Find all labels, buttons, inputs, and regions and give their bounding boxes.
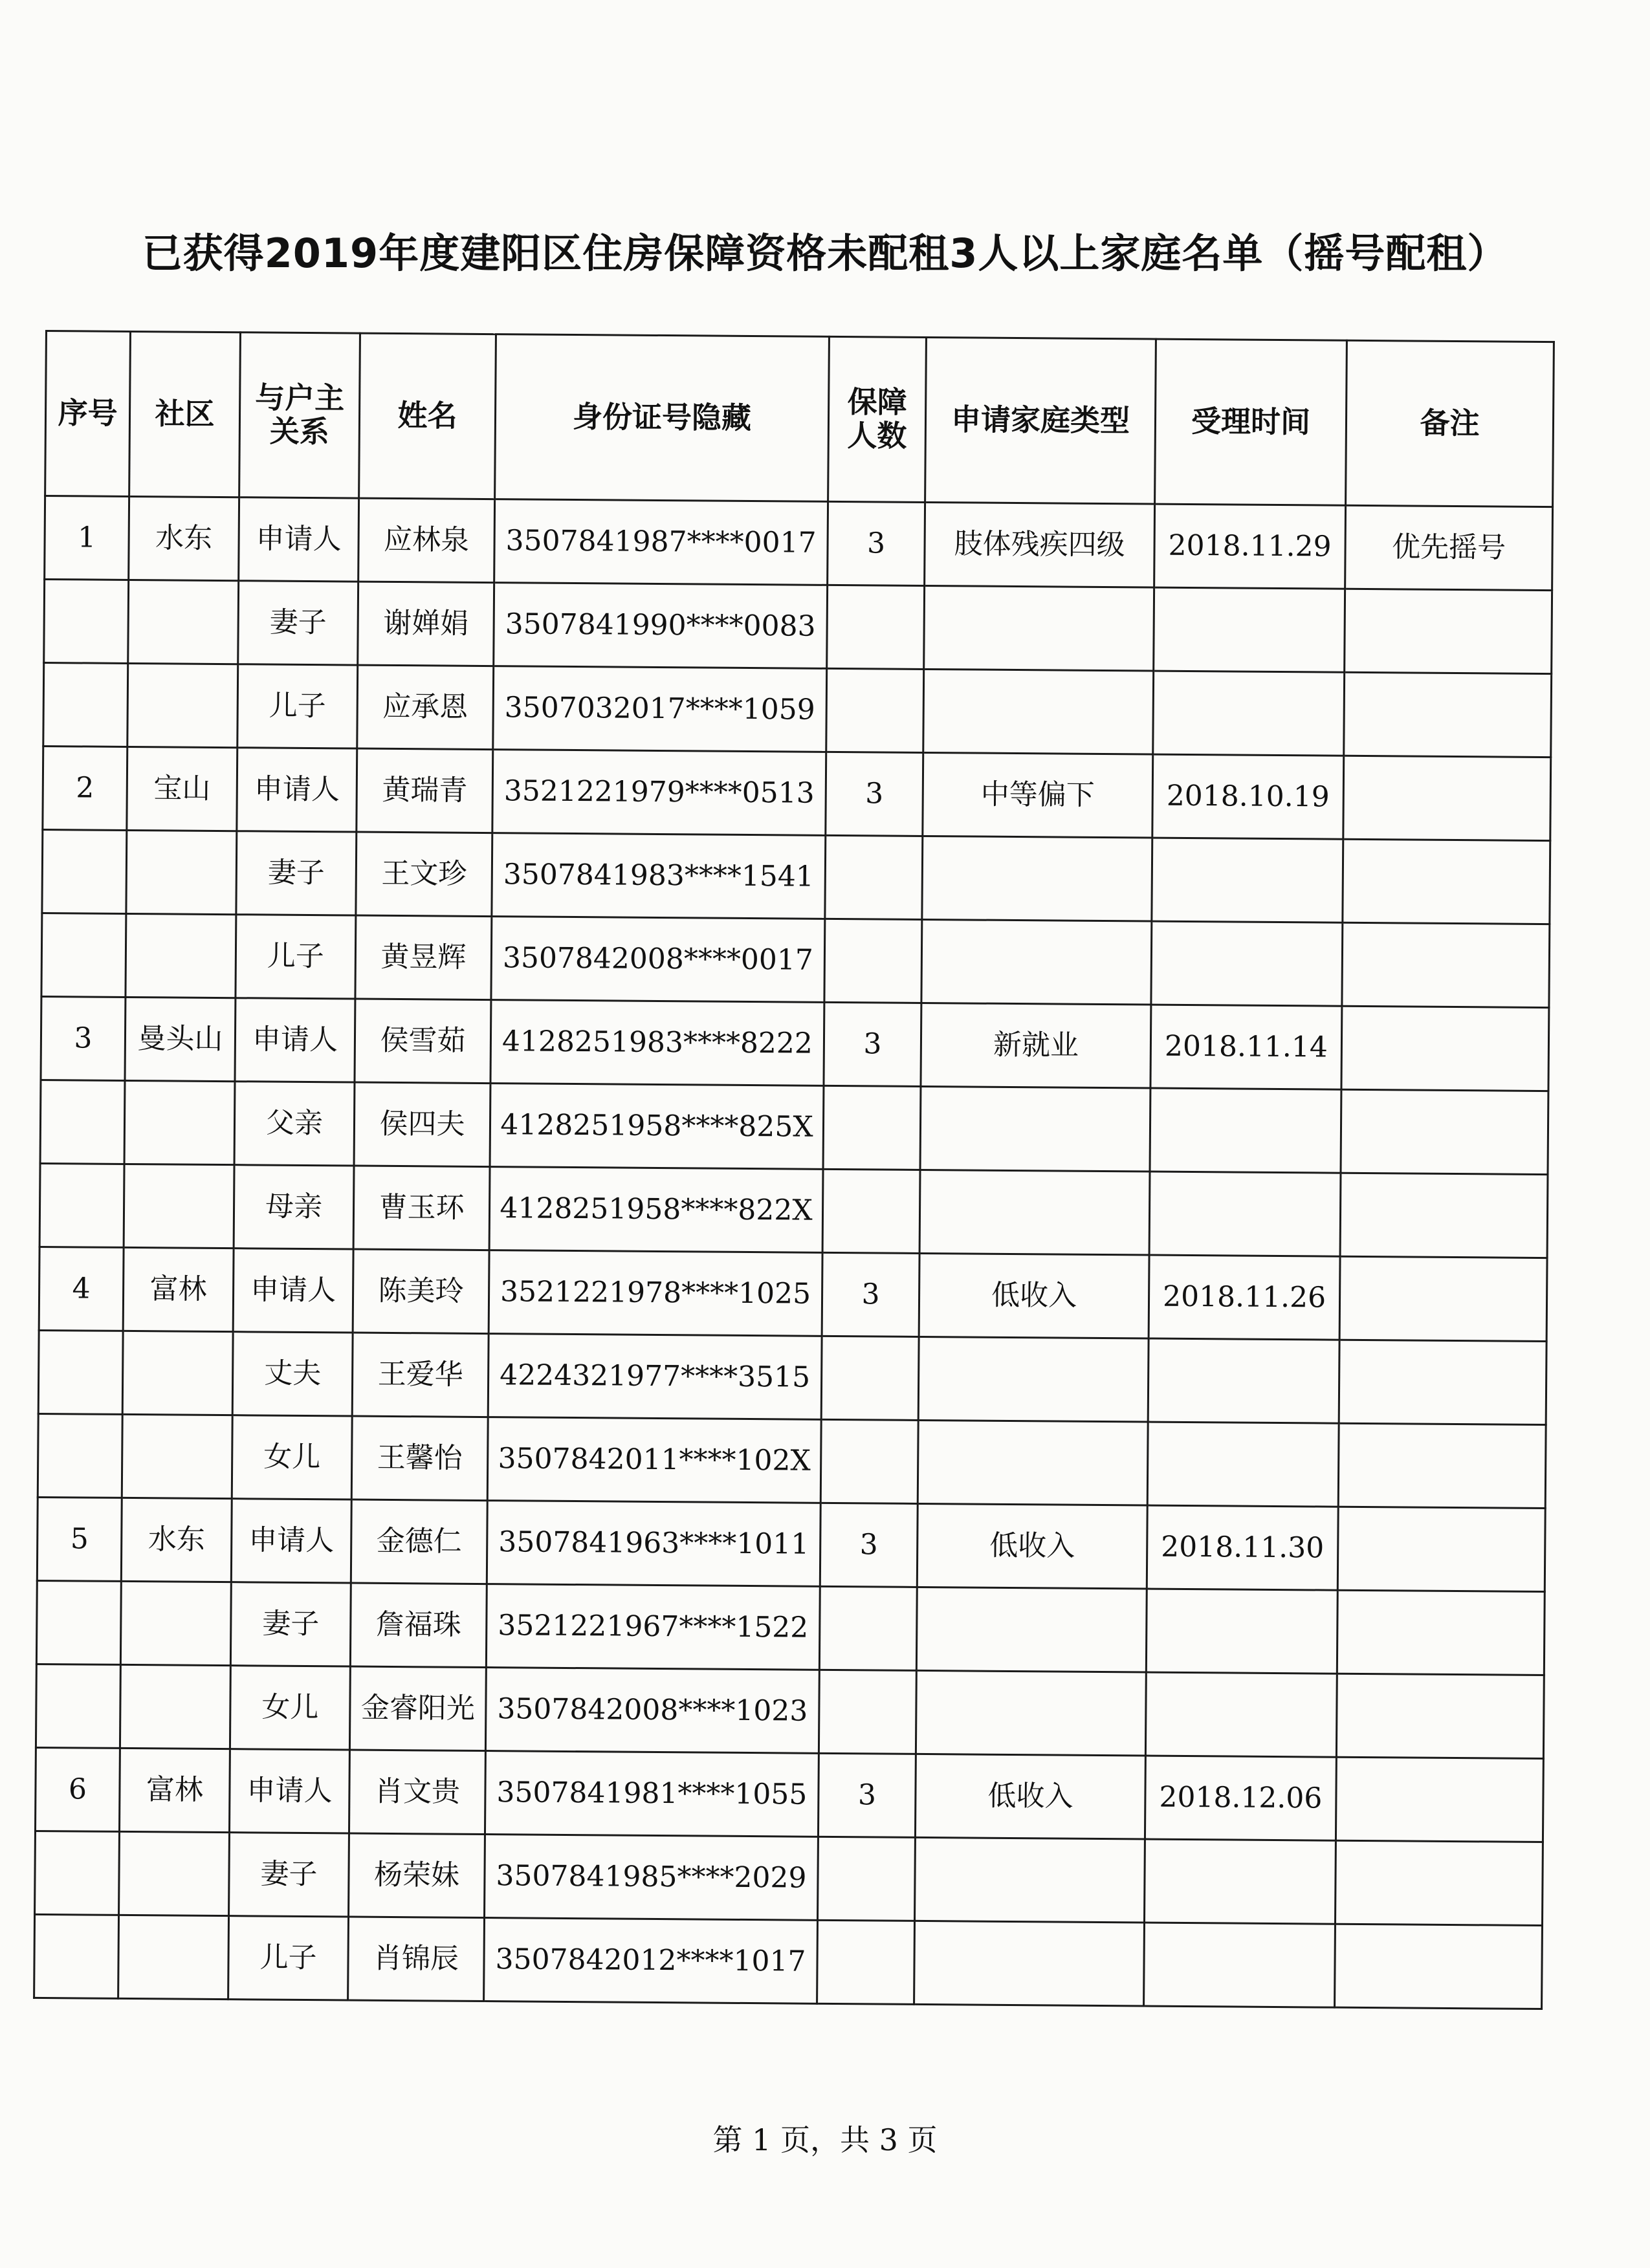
cell-id-number: 4128251958****825X — [490, 1084, 824, 1170]
cell-family-type — [914, 1921, 1145, 2006]
cell-id-number: 3521221978****1025 — [489, 1250, 822, 1336]
cell-name: 陈美玲 — [353, 1249, 489, 1334]
cell-relation: 儿子 — [228, 1916, 349, 2000]
header-family-type: 申请家庭类型 — [925, 337, 1156, 504]
cell-persons — [822, 1169, 920, 1253]
cell-remark — [1340, 1173, 1548, 1258]
cell-id-number: 4128251983****8222 — [490, 1000, 824, 1086]
cell-remark — [1342, 922, 1550, 1007]
cell-seq: 4 — [39, 1247, 124, 1331]
cell-name: 詹福珠 — [350, 1583, 487, 1668]
cell-remark — [1341, 1006, 1549, 1091]
cell-persons — [819, 1586, 917, 1670]
cell-date: 2018.11.29 — [1154, 504, 1346, 589]
cell-persons — [821, 1336, 919, 1420]
cell-remark — [1341, 1089, 1548, 1174]
cell-date — [1154, 587, 1345, 672]
cell-relation: 申请人 — [229, 1749, 349, 1833]
cell-remark — [1345, 589, 1552, 673]
cell-relation: 申请人 — [237, 748, 357, 832]
cell-family-type: 新就业 — [921, 1003, 1151, 1088]
cell-relation: 妻子 — [230, 1582, 351, 1666]
cell-persons — [819, 1670, 916, 1754]
cell-persons — [827, 585, 925, 669]
cell-persons: 3 — [828, 501, 925, 585]
cell-persons — [823, 1085, 921, 1170]
cell-id-number: 3521221979****0513 — [492, 750, 826, 836]
cell-community — [126, 830, 237, 914]
cell-community — [124, 1164, 234, 1248]
cell-date — [1150, 1088, 1341, 1173]
table-row — [42, 829, 1550, 924]
cell-remark — [1339, 1256, 1547, 1341]
cell-date: 2018.12.06 — [1145, 1756, 1336, 1840]
table-row — [36, 1664, 1544, 1758]
cell-date — [1144, 1923, 1336, 2007]
cell-relation: 妻子 — [236, 831, 357, 915]
table-row — [34, 1914, 1543, 2009]
cell-seq — [43, 662, 128, 747]
cell-seq — [34, 1914, 119, 1998]
cell-community — [122, 1414, 232, 1498]
cell-id-number: 3507841981****1055 — [485, 1751, 819, 1837]
cell-family-type — [916, 1587, 1147, 1672]
cell-id-number: 3521221967****1522 — [486, 1584, 820, 1670]
cell-id-number: 4224321977****3515 — [488, 1334, 822, 1420]
cell-name: 金睿阳光 — [349, 1666, 486, 1751]
cell-name: 肖锦辰 — [348, 1917, 485, 2001]
cell-persons — [825, 835, 923, 919]
cell-date — [1153, 671, 1345, 756]
cell-date — [1149, 1172, 1341, 1256]
cell-id-number: 3507841985****2029 — [485, 1835, 819, 1921]
cell-persons: 3 — [818, 1753, 916, 1837]
table-row — [36, 1580, 1545, 1675]
table-row — [41, 913, 1550, 1007]
cell-community: 富林 — [123, 1247, 234, 1331]
cell-family-type — [918, 1420, 1148, 1505]
cell-family-type: 低收入 — [917, 1503, 1147, 1589]
cell-relation: 申请人 — [239, 497, 359, 582]
header-seq: 序号 — [45, 331, 131, 497]
table-body — [34, 496, 1553, 2009]
table-row — [43, 662, 1552, 757]
cell-community — [119, 1831, 230, 1915]
page-footer: 第 1 页，共 3 页 — [712, 2122, 938, 2157]
cell-persons: 3 — [822, 1252, 919, 1336]
cell-seq — [40, 1080, 125, 1164]
cell-relation: 儿子 — [237, 664, 358, 748]
cell-persons: 3 — [826, 752, 923, 836]
cell-date — [1145, 1672, 1337, 1757]
table-row — [39, 1163, 1548, 1258]
cell-relation: 申请人 — [235, 998, 355, 1082]
cell-community — [120, 1581, 231, 1665]
cell-family-type — [916, 1670, 1146, 1756]
cell-name: 侯雪茹 — [355, 999, 491, 1084]
header-community: 社区 — [129, 331, 241, 497]
cell-id-number: 3507841990****0083 — [494, 583, 828, 669]
cell-name: 金德仁 — [351, 1499, 487, 1584]
cell-relation: 儿子 — [236, 915, 356, 999]
cell-seq: 5 — [37, 1497, 122, 1581]
cell-remark — [1336, 1674, 1544, 1758]
cell-remark — [1337, 1507, 1545, 1591]
cell-community — [124, 1080, 235, 1164]
cell-seq — [42, 829, 127, 913]
cell-seq — [41, 913, 126, 997]
cell-community — [120, 1664, 230, 1749]
cell-seq — [36, 1580, 121, 1664]
cell-id-number: 3507842008****1023 — [485, 1668, 819, 1754]
cell-remark — [1337, 1590, 1545, 1675]
cell-community: 水东 — [121, 1498, 232, 1582]
cell-id-number: 3507842012****1017 — [484, 1918, 818, 2004]
header-row — [45, 331, 1554, 507]
cell-persons — [824, 919, 922, 1003]
header-name: 姓名 — [359, 333, 496, 499]
cell-name: 黄昱辉 — [355, 915, 492, 1000]
table-row — [37, 1497, 1545, 1591]
cell-community: 富林 — [119, 1748, 230, 1832]
cell-relation: 父亲 — [234, 1082, 355, 1166]
document-title: 已获得2019年度建阳区住房保障资格未配租3人以上家庭名单（摇号配租） — [142, 230, 1508, 277]
table-row — [40, 1080, 1548, 1174]
cell-date: 2018.11.26 — [1149, 1255, 1340, 1340]
cell-family-type — [924, 585, 1154, 671]
cell-community: 宝山 — [127, 747, 237, 831]
table-row — [35, 1831, 1543, 1925]
cell-community — [128, 580, 239, 664]
cell-id-number: 3507032017****1059 — [493, 666, 827, 752]
cell-persons — [818, 1837, 916, 1921]
cell-relation: 申请人 — [231, 1499, 351, 1583]
table-row — [44, 580, 1552, 674]
table-row — [35, 1747, 1543, 1842]
cell-family-type — [923, 669, 1154, 754]
cell-relation: 丈夫 — [232, 1332, 353, 1416]
cell-persons — [820, 1419, 918, 1503]
cell-remark — [1343, 839, 1550, 924]
table-row — [38, 1330, 1546, 1424]
table-row — [39, 1247, 1547, 1341]
cell-name: 王爱华 — [352, 1333, 489, 1417]
cell-remark — [1344, 672, 1552, 757]
cell-name: 应林泉 — [358, 498, 495, 583]
cell-persons — [826, 668, 924, 752]
cell-name: 王馨怡 — [351, 1416, 488, 1501]
cell-date — [1151, 921, 1343, 1006]
cell-remark — [1336, 1757, 1543, 1842]
cell-id-number: 3507841963****1011 — [487, 1501, 820, 1587]
cell-date: 2018.11.30 — [1147, 1505, 1338, 1590]
table-header — [45, 331, 1554, 507]
cell-family-type: 中等偏下 — [923, 752, 1153, 838]
cell-community: 水东 — [129, 496, 239, 580]
cell-community — [122, 1331, 233, 1415]
cell-seq — [35, 1831, 120, 1915]
header-persons: 保障人数 — [828, 336, 927, 502]
cell-seq — [38, 1330, 123, 1414]
cell-relation: 母亲 — [234, 1165, 354, 1249]
cell-family-type — [920, 1086, 1150, 1172]
cell-persons: 3 — [820, 1503, 918, 1587]
cell-id-number: 3507841987****0017 — [494, 499, 828, 585]
cell-name: 王文珍 — [356, 832, 492, 917]
table-row — [45, 496, 1553, 591]
cell-remark — [1335, 1840, 1543, 1925]
cell-name: 应承恩 — [357, 665, 494, 750]
cell-relation: 妻子 — [229, 1833, 349, 1917]
cell-name: 肖文贵 — [349, 1750, 485, 1835]
cell-name: 杨荣妹 — [349, 1833, 485, 1918]
cell-remark — [1339, 1340, 1546, 1424]
cell-family-type: 低收入 — [919, 1253, 1149, 1338]
cell-seq — [39, 1163, 124, 1247]
cell-name: 侯四夫 — [354, 1082, 490, 1167]
cell-family-type — [922, 836, 1152, 921]
cell-seq — [44, 580, 129, 664]
cell-relation: 女儿 — [230, 1666, 350, 1750]
cell-remark — [1343, 756, 1551, 840]
cell-persons — [817, 1920, 915, 2004]
cell-family-type — [918, 1336, 1149, 1422]
cell-seq: 1 — [45, 496, 129, 580]
cell-relation: 女儿 — [232, 1415, 352, 1499]
cell-community — [127, 663, 238, 747]
cell-id-number: 3507841983****1541 — [492, 833, 826, 919]
cell-date: 2018.10.19 — [1152, 754, 1344, 839]
header-id-number: 身份证号隐藏 — [495, 334, 830, 502]
cell-community: 曼头山 — [125, 997, 236, 1081]
cell-date — [1146, 1589, 1337, 1674]
cell-remark — [1335, 1924, 1543, 2009]
cell-relation: 妻子 — [238, 581, 358, 665]
table-row — [38, 1413, 1546, 1508]
cell-family-type — [921, 919, 1152, 1005]
cell-community — [118, 1915, 229, 1999]
cell-relation: 申请人 — [233, 1248, 353, 1333]
cell-name: 曹玉环 — [353, 1166, 490, 1250]
cell-date — [1147, 1422, 1339, 1507]
header-relation: 与户主关系 — [239, 333, 360, 498]
cell-seq: 3 — [41, 996, 126, 1080]
cell-family-type — [915, 1837, 1145, 1923]
cell-name: 谢婵娟 — [358, 582, 494, 666]
cell-seq — [38, 1413, 122, 1498]
cell-id-number: 3507842008****0017 — [491, 917, 825, 1003]
header-remark: 备注 — [1346, 340, 1554, 507]
cell-date — [1148, 1338, 1339, 1423]
cell-community — [126, 913, 236, 998]
header-date: 受理时间 — [1155, 339, 1347, 505]
cell-seq: 6 — [35, 1747, 120, 1831]
cell-date — [1152, 838, 1343, 922]
cell-seq — [36, 1664, 120, 1748]
cell-remark — [1338, 1423, 1546, 1508]
cell-remark: 优先摇号 — [1345, 505, 1553, 590]
cell-persons: 3 — [824, 1002, 921, 1086]
cell-family-type: 低收入 — [915, 1754, 1145, 1839]
cell-family-type: 肢体残疾四级 — [925, 502, 1155, 587]
table-row — [41, 996, 1549, 1091]
cell-id-number: 4128251958****822X — [489, 1167, 823, 1253]
cell-family-type — [919, 1170, 1150, 1255]
cell-id-number: 3507842011****102X — [487, 1417, 821, 1503]
family-roster-table — [33, 330, 1555, 2010]
cell-seq: 2 — [43, 746, 127, 830]
cell-date: 2018.11.14 — [1150, 1005, 1342, 1089]
cell-date — [1144, 1839, 1336, 1924]
table-row — [43, 746, 1551, 840]
cell-name: 黄瑞青 — [357, 748, 493, 833]
